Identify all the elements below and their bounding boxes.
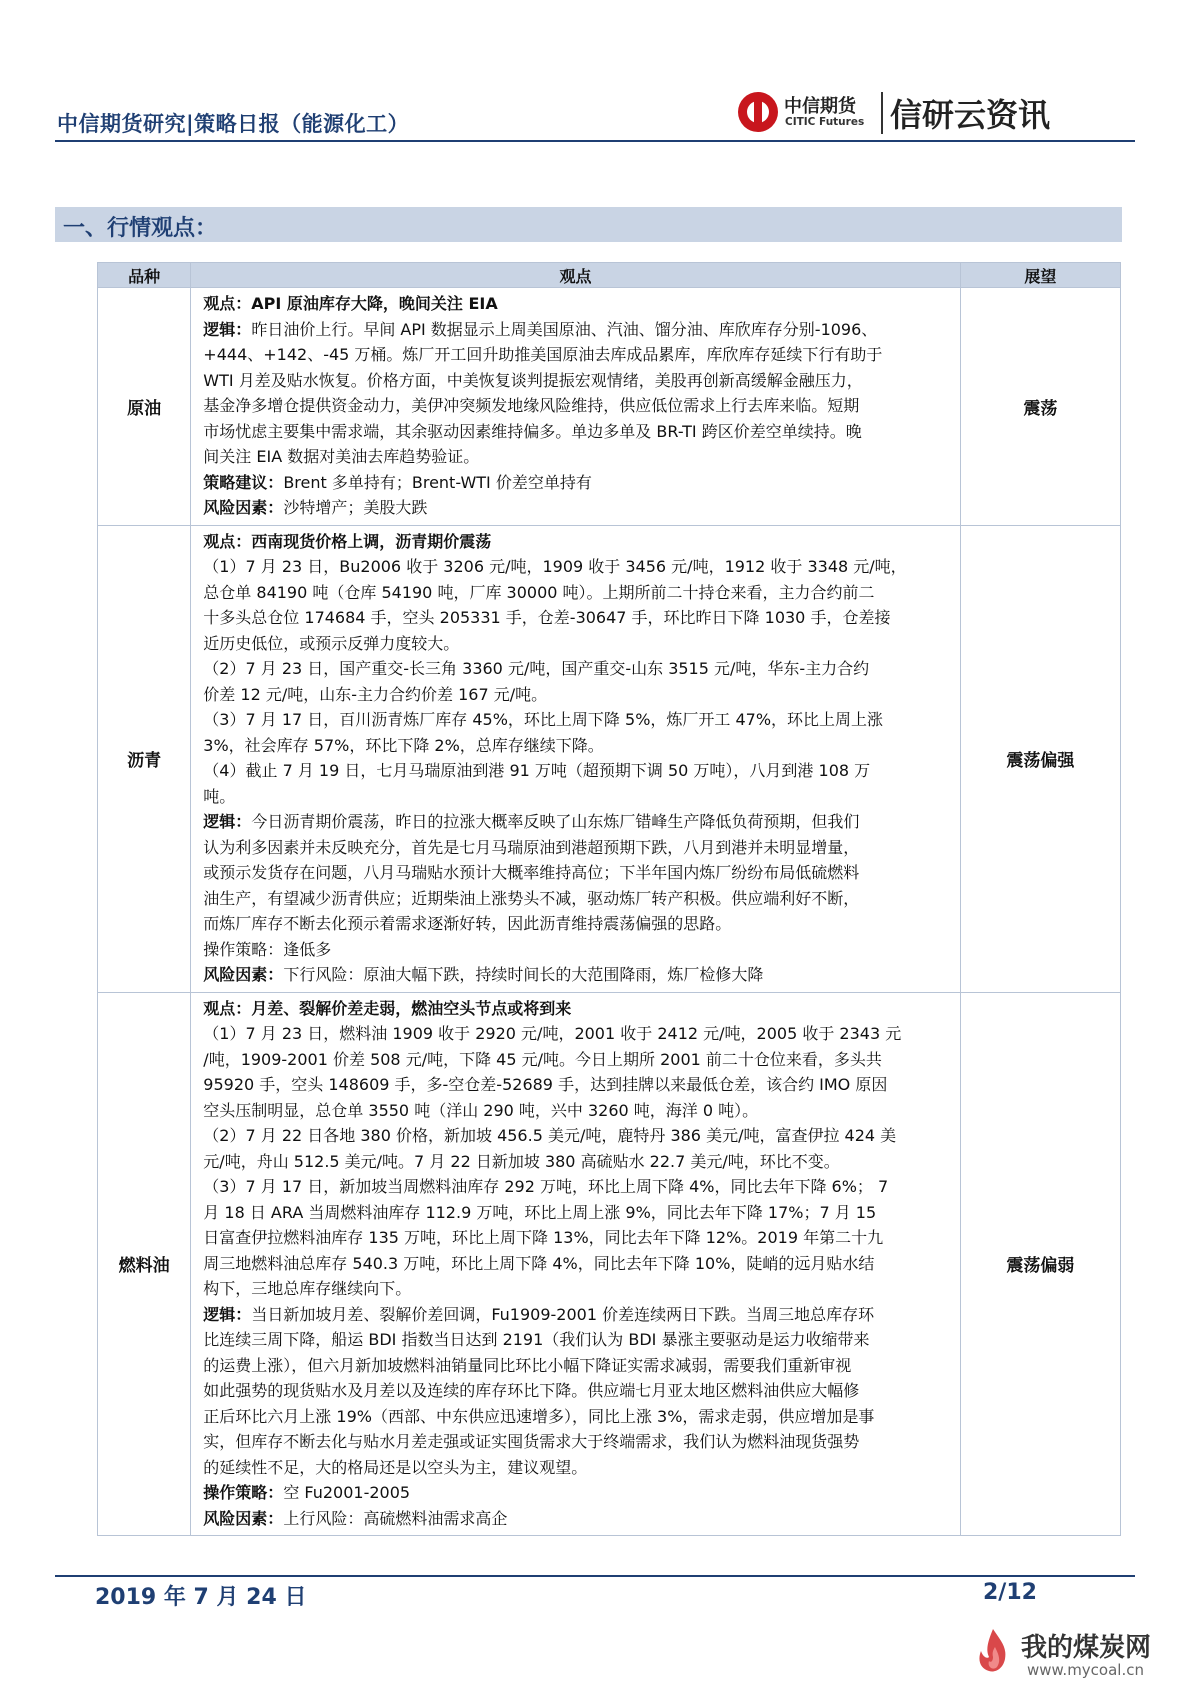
view-line-text: 日富查伊拉燃料油库存 135 万吨，环比上周下降 13%，同比去年下降 12%。2019 年第二十九 [203,1228,884,1247]
view-line-label: 风险因素： [203,965,284,984]
view-cell [191,992,960,1536]
col-header-outlook: 展望 [960,263,1120,288]
view-line-text: 月 18 日 ARA 当周燃料油库存 112.9 万吨，环比上周上涨 9%，同比去年下降 17%；7 月 15 [203,1202,877,1222]
view-line [203,656,951,682]
view-line-text: 上行风险：高硫燃料油需求高企 [283,1508,508,1528]
view-line-label: 观点：月差、裂解价差走弱，燃油空头节点或将到来 [203,998,572,1018]
view-cell [191,288,960,526]
view-line [203,554,951,580]
view-line-text: 当日新加坡月差、裂解价差回调，Fu1909-2001 价差连续两日下跌。当周三地总库存环 [251,1304,875,1324]
table-row [98,525,1121,992]
view-line [203,1021,951,1047]
view-line-text: 空头压制明显，总仓单 3550 吨（洋山 290 吨，兴中 3260 吨，海洋 0 吨）。 [203,1100,759,1120]
view-line [203,784,951,810]
view-line-text: 吨。 [203,786,236,806]
col-header-view: 观点 [191,263,960,288]
view-line-text: 空 Fu2001-2005 [283,1483,411,1502]
commodity-name: 燃料油 [98,992,191,1536]
view-line [203,937,951,963]
view-line [203,495,951,521]
view-line-text: 总仓单 84190 吨（仓库 54190 吨，厂库 30000 吨）。上期所前二十持仓来看，主力合约前二 [203,582,875,602]
view-line-label: 操作策略： [203,1483,284,1502]
table-header-row [98,263,1121,288]
commodity-name: 原油 [98,288,191,526]
view-line-text: （2）7 月 22 日各地 380 价格，新加坡 456.5 美元/吨，鹿特丹 386 美元/吨，富查伊拉 424 美 [203,1126,897,1145]
view-line-text: 或预示发货存在问题，八月马瑞贴水预计大概率维持高位；下半年国内炼厂纷纷布局低硫燃料 [203,863,860,882]
view-line [203,682,951,708]
view-line [203,317,951,343]
view-line-text: （3）7 月 17 日，百川沥青炼厂库存 45%，环比上周下降 5%，炼厂开工 47%，环比上周上涨 [203,710,884,729]
view-line-text: 而炼厂库存不断去化预示着需求逐渐好转，因此沥青维持震荡偏强的思路。 [203,914,732,933]
view-line-text: 如此强势的现货贴水及月差以及连续的库存环比下降。供应端七月亚太地区燃料油供应大幅修 [203,1381,860,1400]
report-date: 2019 年 7 月 24 日 [95,1585,307,1610]
view-line-text: 元/吨，舟山 512.5 美元/吨。7 月 22 日新加坡 380 高硫贴水 22.7 美元/吨，环比不变。 [203,1151,840,1171]
view-line-text: （1）7 月 23 日，燃料油 1909 收于 2920 元/吨，2001 收于 2412 元/吨，2005 收于 2343 元 [203,1024,902,1043]
footer-rule [55,1575,1135,1577]
view-line-text: 的延续性不足，大的格局还是以空头为主，建议观望。 [203,1457,588,1477]
logo-chinese-name: 中信期货 [784,96,856,117]
view-line-text: （4）截止 7 月 19 日，七月马瑞原油到港 91 万吨（超预期下调 50 万吨），八月到港 108 万 [203,761,871,780]
view-line-text: （3）7 月 17 日，新加坡当周燃料油库存 292 万吨，环比上周下降 4%，同比去年下降 6%； 7 [203,1177,889,1196]
commodity-name: 沥青 [98,525,191,992]
view-line-label: 观点：API 原油库存大降，晚间关注 EIA [203,294,498,313]
view-line-text: 油生产，有望减少沥青供应；近期柴油上涨势头不减，驱动炼厂转产积极。供应端利好不断， [203,888,860,908]
view-line-text: 构下，三地总库存继续向下。 [203,1279,412,1298]
view-line [203,605,951,631]
view-line-label: 风险因素： [203,1508,284,1528]
view-line-text: 间关注 EIA 数据对美油去库趋势验证。 [203,447,480,466]
view-line [203,393,951,419]
view-line-text: 今日沥青期价震荡，昨日的拉涨大概率反映了山东炼厂错峰生产降低负荷预期，但我们 [251,812,860,831]
view-line [203,707,951,733]
view-line-text: 实，但库存不断去化与贴水月差走强或证实囤货需求大于终端需求，我们认为燃料油现货强势 [203,1432,860,1451]
table-row [98,992,1121,1536]
watermark-url: www.mycoal.cn [1027,1661,1144,1679]
view-line-text: 的运费上涨），但六月新加坡燃料油销量同比环比小幅下降证实需求减弱，需要我们重新审视 [203,1355,852,1375]
outlook-value: 震荡偏弱 [960,992,1120,1536]
view-line [203,580,951,606]
view-line [203,1123,951,1149]
view-line [203,911,951,937]
view-line [203,1225,951,1251]
table-row [98,288,1121,526]
view-line-label: 逻辑： [203,1304,252,1324]
flame-icon [975,1627,1011,1675]
view-line [203,1072,951,1098]
view-line [203,758,951,784]
logo-english-name: CITIC Futures [785,116,865,128]
view-line-text: +444、+142、-45 万桶。炼厂开工回升助推美国原油去库成品累库，库欣库存延续下行有助于 [203,345,883,364]
view-line [203,1251,951,1277]
view-line-text: 比连续三周下降，船运 BDI 指数当日达到 2191（我们认为 BDI 暴涨主要驱动是运力收缩带来 [203,1330,870,1349]
view-line [203,342,951,368]
view-line [203,1353,951,1379]
view-line [203,1302,951,1328]
view-line-text: 基金净多增仓提供资金动力，美伊冲突频发地缘风险维持，供应低位需求上行去库来临。短期 [203,396,860,415]
view-line [203,1378,951,1404]
citic-logo [738,88,1078,138]
watermark-name: 我的煤炭网 [1021,1633,1152,1663]
view-line-text: 十多头总仓位 174684 手，空头 205331 手，仓差-30647 手，环比昨日下降 1030 手，仓差接 [203,608,891,627]
view-line-label: 逻辑： [203,812,252,831]
view-line [203,809,951,835]
view-cell [191,525,960,992]
view-line-text: 沙特增产；美股大跌 [283,498,428,517]
view-line [203,962,951,988]
section-heading-bar [55,207,1122,242]
view-line-label: 逻辑： [203,319,252,339]
header-rule [55,140,1135,142]
view-line [203,419,951,445]
view-line-text: 认为利多因素并未反映充分，首先是七月马瑞原油到港超预期下跌，八月到港并未明显增量， [203,837,860,857]
col-header-category: 品种 [98,263,191,288]
view-line-text: 操作策略：逢低多 [203,939,332,959]
citic-emblem-icon [738,92,778,132]
view-line [203,1200,951,1226]
view-line [203,1455,951,1481]
view-line [203,631,951,657]
view-line [203,1404,951,1430]
view-line-label: 风险因素： [203,498,284,517]
view-line [203,1429,951,1455]
view-line [203,1174,951,1200]
brand-name: 信研云资讯 [890,96,1051,134]
view-line [203,1098,951,1124]
view-line-text: Brent 多单持有；Brent-WTI 价差空单持有 [283,472,592,492]
view-line-text: 周三地燃料油总库存 540.3 万吨，环比上周下降 4%，同比去年下降 10%，陡峭的远月贴水结 [203,1253,875,1273]
view-line-text: 近历史低位，或预示反弹力度较大。 [203,633,460,653]
view-line [203,1149,951,1175]
view-line [203,529,951,555]
section-title: 一、行情观点： [63,216,218,241]
view-line-label: 策略建议： [203,472,284,492]
view-line [203,733,951,759]
view-line-text: 3%，社会库存 57%，环比下降 2%，总库存继续下降。 [203,735,604,755]
view-line [203,444,951,470]
view-line [203,470,951,496]
view-line-text: 下行风险：原油大幅下跌，持续时间长的大范围降雨，炼厂检修大降 [283,965,764,984]
view-line-text: 价差 12 元/吨，山东-主力合约价差 167 元/吨。 [203,684,548,704]
view-line-label: 观点：西南现货价格上调，沥青期价震荡 [203,531,492,551]
page-number: 2/12 [983,1580,1037,1605]
mycoal-watermark [975,1625,1185,1685]
view-line-text: 昨日油价上行。早间 API 数据显示上周美国原油、汽油、馏分油、库欣库存分别-1096、 [251,319,878,339]
view-line-text: 正后环比六月上涨 19%（西部、中东供应迅速增多），同比上涨 3%，需求走弱，供应增加是事 [203,1406,875,1426]
logo-divider [881,92,883,134]
view-line-text: 95920 手，空头 148609 手，多-空仓差-52689 手，达到挂牌以来最低仓差，该合约 IMO 原因 [203,1075,888,1094]
view-line-text: （1）7 月 23 日，Bu2006 收于 3206 元/吨，1909 收于 3456 元/吨，1912 收于 3348 元/吨， [203,557,907,576]
view-line [203,368,951,394]
report-title: 中信期货研究|策略日报（能源化工） [57,112,410,136]
view-line [203,1506,951,1532]
view-line [203,1276,951,1302]
market-views-table [97,262,1121,1536]
view-line [203,1480,951,1506]
view-line [203,835,951,861]
view-line-text: 市场忧虑主要集中需求端，其余驱动因素维持偏多。单边多单及 BR-TI 跨区价差空单续持。晚 [203,421,862,441]
view-line [203,886,951,912]
view-line [203,860,951,886]
view-line-text: /吨，1909-2001 价差 508 元/吨，下降 45 元/吨。今日上期所 2001 前二十仓位来看，多头共 [203,1049,882,1069]
view-line-text: （2）7 月 23 日，国产重交-长三角 3360 元/吨，国产重交-山东 3515 元/吨，华东-主力合约 [203,659,870,678]
view-line-text: WTI 月差及贴水恢复。价格方面，中美恢复谈判提振宏观情绪，美股再创新高缓解金融压力， [203,370,863,390]
view-line [203,996,951,1022]
view-line [203,1327,951,1353]
outlook-value: 震荡 [960,288,1120,526]
outlook-value: 震荡偏强 [960,525,1120,992]
view-line [203,1047,951,1073]
view-line [203,291,951,317]
